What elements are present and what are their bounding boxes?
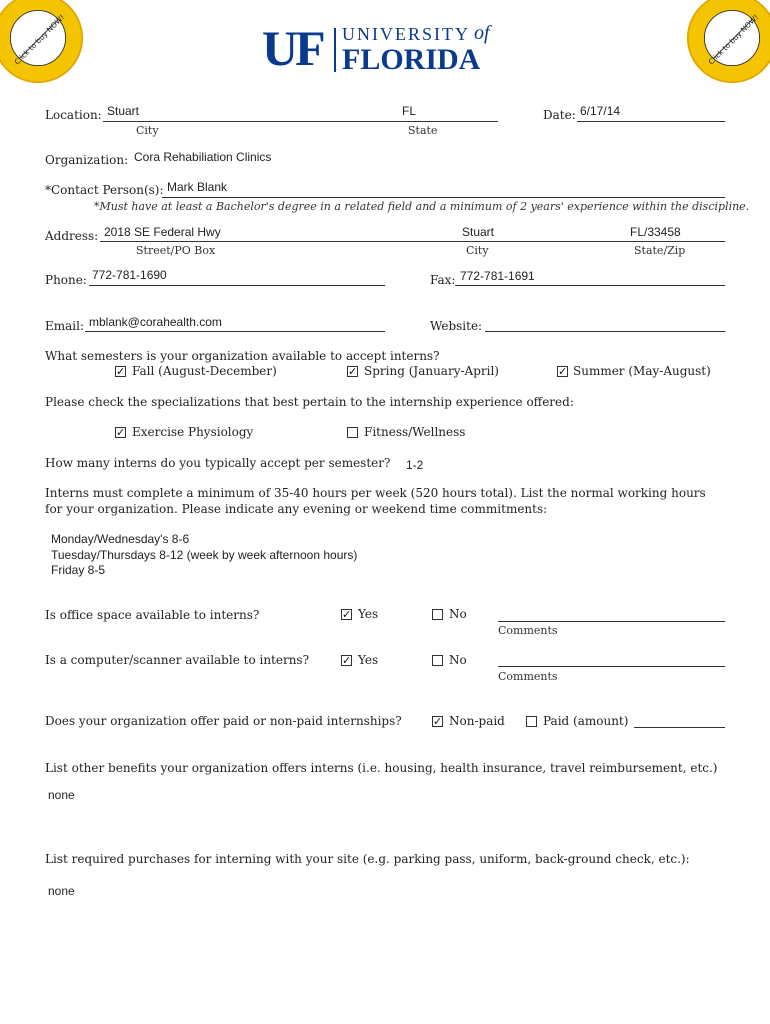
specializations-question: Please check the specializations that best pertain to the internship experience offered: <box>45 395 574 409</box>
computer-yes-label: Yes <box>358 653 379 667</box>
computer-no-checkbox[interactable] <box>432 655 443 666</box>
address-statezip-caption: State/Zip <box>634 244 686 257</box>
fitness-wellness-checkbox[interactable] <box>347 427 358 438</box>
exercise-physiology-checkbox[interactable]: ✓ <box>116 426 126 439</box>
organization-value[interactable]: Cora Rehabiliation Clinics <box>134 150 272 164</box>
address-street-value[interactable]: 2018 SE Federal Hwy <box>104 225 221 239</box>
paid-checkbox[interactable] <box>526 716 537 727</box>
fall-checkbox[interactable]: ✓ <box>116 365 126 378</box>
contact-value[interactable]: Mark Blank <box>167 180 228 194</box>
date-label: Date: <box>543 108 576 122</box>
office-yes-label: Yes <box>358 607 379 621</box>
svg-text:Click to buy NOW!: Click to buy NOW! <box>706 12 761 67</box>
phone-line <box>89 285 385 286</box>
spring-checkbox[interactable]: ✓ <box>348 365 358 378</box>
exercise-physiology-label: Exercise Physiology <box>132 425 254 439</box>
fax-label: Fax: <box>430 273 456 287</box>
nonpaid-checkbox[interactable]: ✓ <box>433 715 443 728</box>
summer-checkbox[interactable]: ✓ <box>558 365 568 378</box>
address-city-caption: City <box>466 244 489 257</box>
paid-amount-line[interactable] <box>634 727 725 728</box>
hours-line-1[interactable]: Monday/Wednesday's 8-6 <box>51 532 190 546</box>
paid-question: Does your organization offer paid or non-paid internships? <box>45 714 402 728</box>
hours-line-3[interactable]: Friday 8-5 <box>51 563 106 577</box>
logo-university: UNIVERSITY <box>342 24 470 44</box>
contact-note: *Must have at least a Bachelor's degree in a related field and a minimum of 2 years' experience within the discipline. <box>94 200 750 213</box>
contact-label: *Contact Person(s): <box>45 183 164 197</box>
email-line <box>85 331 385 332</box>
location-city-value[interactable]: Stuart <box>107 104 140 118</box>
office-no-checkbox[interactable] <box>432 609 443 620</box>
paid-label: Paid (amount) <box>543 714 629 728</box>
hours-line-2[interactable]: Tuesday/Thursdays 8-12 (week by week afternoon hours) <box>51 548 358 562</box>
office-question: Is office space available to interns? <box>45 608 260 622</box>
office-comments-line[interactable] <box>498 621 725 622</box>
spring-label: Spring (January-April) <box>364 364 499 378</box>
location-city-caption: City <box>136 124 159 137</box>
fitness-wellness-label: Fitness/Wellness <box>364 425 466 439</box>
benefits-question: List other benefits your organization offers interns (i.e. housing, health insurance, travel reimbursement, etc.) <box>45 761 718 775</box>
office-yes-checkbox[interactable]: ✓ <box>342 608 352 621</box>
computer-comments-caption: Comments <box>498 670 558 683</box>
computer-yes-checkbox[interactable]: ✓ <box>342 654 352 667</box>
email-label: Email: <box>45 319 85 333</box>
benefits-value[interactable]: none <box>48 788 75 802</box>
location-label: Location: <box>45 108 102 122</box>
website-label: Website: <box>430 319 483 333</box>
website-line[interactable] <box>485 331 725 332</box>
logo-florida: FLORIDA <box>342 43 481 76</box>
fax-value[interactable]: 772-781-1691 <box>460 269 535 283</box>
pdf-xchange-seal-left[interactable] <box>0 0 84 84</box>
location-state-caption: State <box>408 124 438 137</box>
computer-question: Is a computer/scanner available to interns? <box>45 653 310 667</box>
uf-logo <box>262 22 512 78</box>
logo-divider <box>334 28 336 72</box>
fax-line <box>455 285 725 286</box>
nonpaid-label: Non-paid <box>449 714 505 728</box>
summer-label: Summer (May-August) <box>573 364 711 378</box>
purchases-value[interactable]: none <box>48 884 75 898</box>
date-line <box>577 121 725 122</box>
address-line <box>100 241 725 242</box>
phone-value[interactable]: 772-781-1690 <box>92 268 167 282</box>
interns-count-value[interactable]: 1-2 <box>406 458 424 472</box>
location-state-line <box>383 121 498 122</box>
fall-label: Fall (August-December) <box>132 364 277 378</box>
computer-no-label: No <box>449 653 467 667</box>
date-value[interactable]: 6/17/14 <box>580 104 621 118</box>
computer-comments-line[interactable] <box>498 666 725 667</box>
email-value[interactable]: mblank@corahealth.com <box>89 315 222 329</box>
address-street-caption: Street/PO Box <box>136 244 216 257</box>
hours-text-line2: for your organization. Please indicate any evening or weekend time commitments: <box>45 502 548 516</box>
purchases-question: List required purchases for interning with your site (e.g. parking pass, uniform, back-ground check, etc.): <box>45 852 690 866</box>
logo-of: of <box>474 22 490 44</box>
location-city-line <box>103 121 383 122</box>
address-label: Address: <box>45 229 99 243</box>
address-city-value[interactable]: Stuart <box>462 225 495 239</box>
hours-text-line1: Interns must complete a minimum of 35-40 hours per week (520 hours total). List the normal working hours <box>45 486 706 500</box>
organization-label: Organization: <box>45 153 129 167</box>
phone-label: Phone: <box>45 273 87 287</box>
location-state-value[interactable]: FL <box>402 104 417 118</box>
svg-text:Click to buy NOW!: Click to buy NOW! <box>12 12 67 67</box>
semesters-question: What semesters is your organization available to accept interns? <box>45 349 440 363</box>
interns-count-question: How many interns do you typically accept per semester? <box>45 456 391 470</box>
pdf-xchange-seal-right[interactable] <box>686 0 770 84</box>
contact-line <box>162 197 725 198</box>
office-comments-caption: Comments <box>498 624 558 637</box>
uf-logo-mark: UF <box>262 20 323 76</box>
address-statezip-value[interactable]: FL/33458 <box>630 225 681 239</box>
office-no-label: No <box>449 607 467 621</box>
